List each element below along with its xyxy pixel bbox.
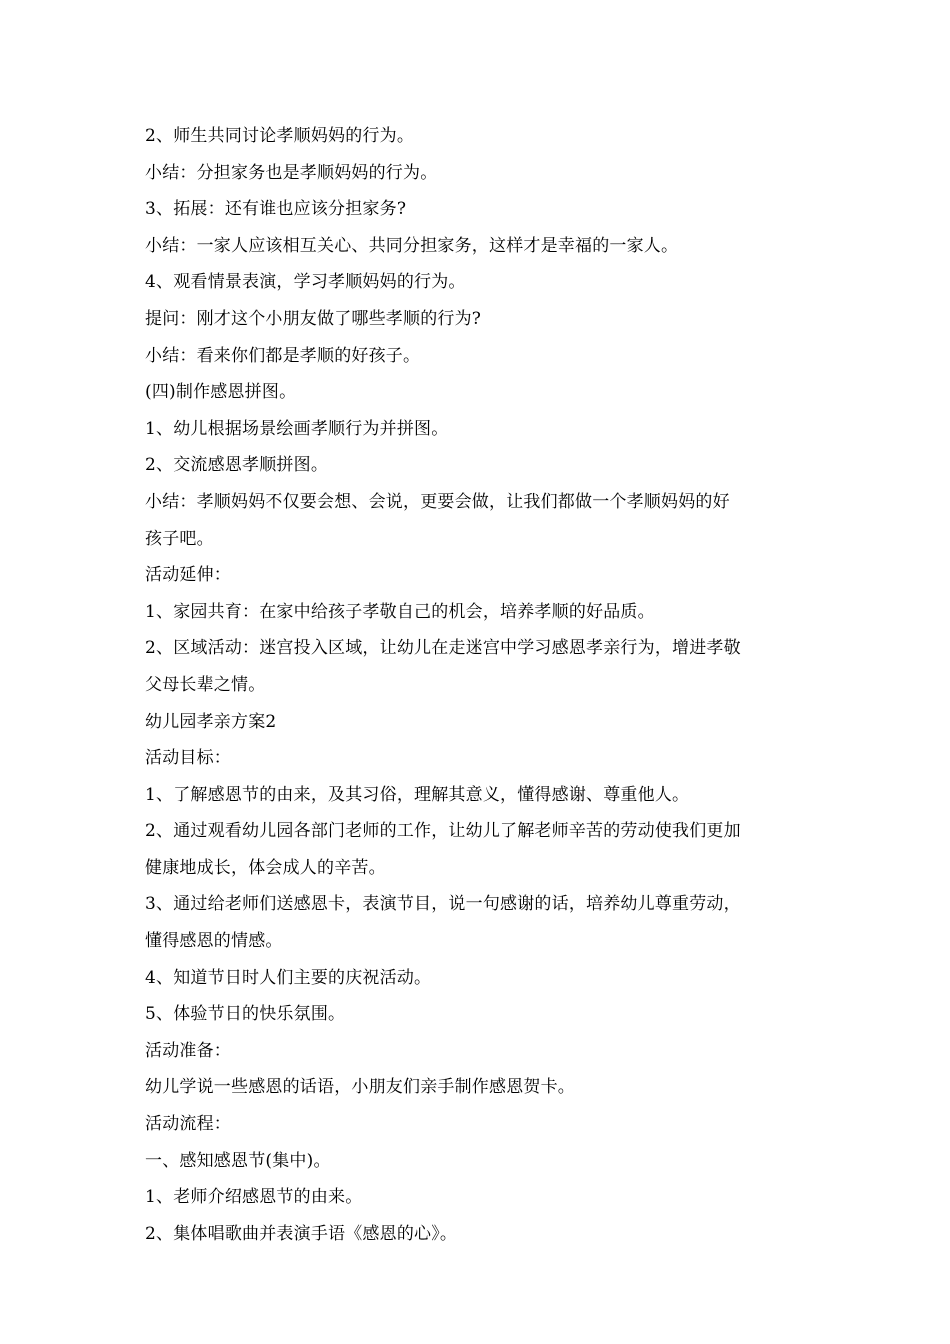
section-heading: 活动目标： — [145, 748, 231, 769]
text-line: 1、家园共育：在家中给孩子孝敬自己的机会，培养孝顺的好品质。 — [145, 601, 655, 622]
text-line: 1、了解感恩节的由来，及其习俗，理解其意义，懂得感谢、尊重他人。 — [145, 784, 690, 805]
text-line: 小结：一家人应该相互关心、共同分担家务，这样才是幸福的一家人。 — [145, 235, 679, 256]
text-line: 5、体验节日的快乐氛围。 — [145, 1004, 346, 1025]
text-line: 2、师生共同讨论孝顺妈妈的行为。 — [145, 126, 415, 146]
text-line: 幼儿学说一些感恩的话语，小朋友们亲手制作感恩贺卡。 — [145, 1077, 575, 1098]
text-line: 小结：分担家务也是孝顺妈妈的行为。 — [145, 162, 438, 183]
text-line: 孩子吧。 — [145, 528, 214, 549]
text-line: 4、知道节日时人们主要的庆祝活动。 — [145, 967, 432, 988]
section-heading: (四)制作感恩拼图。 — [145, 382, 297, 403]
section-heading: 活动流程： — [145, 1114, 231, 1135]
text-line: 小结：孝顺妈妈不仅要会想、会说，更要会做，让我们都做一个孝顺妈妈的好 — [145, 491, 730, 512]
text-line: 健康地成长，体会成人的辛苦。 — [145, 857, 386, 878]
text-line: 1、老师介绍感恩节的由来。 — [145, 1187, 363, 1208]
document-title: 幼儿园孝亲方案2 — [145, 711, 277, 732]
document-body — [145, 118, 810, 1252]
text-line: 2、通过观看幼儿园各部门老师的工作，让幼儿了解老师辛苦的劳动使我们更加 — [145, 821, 741, 842]
text-line: 1、幼儿根据场景绘画孝顺行为并拼图。 — [145, 418, 449, 439]
text-line: 懂得感恩的情感。 — [145, 931, 283, 952]
text-line: 父母长辈之情。 — [145, 674, 266, 695]
text-line: 一、感知感恩节(集中)。 — [145, 1150, 331, 1171]
text-line: 3、通过给老师们送感恩卡，表演节目，说一句感谢的话，培养幼儿尊重劳动， — [145, 894, 741, 915]
text-line: 提问：刚才这个小朋友做了哪些孝顺的行为? — [145, 308, 482, 329]
text-line: 小结：看来你们都是孝顺的好孩子。 — [145, 345, 421, 366]
section-heading: 活动准备： — [145, 1040, 231, 1061]
text-line: 4、观看情景表演，学习孝顺妈妈的行为。 — [145, 272, 466, 293]
text-line: 2、集体唱歌曲并表演手语《感恩的心》。 — [145, 1223, 458, 1244]
text-line: 2、交流感恩孝顺拼图。 — [145, 455, 329, 476]
text-line: 3、拓展：还有谁也应该分担家务? — [145, 199, 407, 220]
section-heading: 活动延伸： — [145, 565, 231, 586]
text-line: 2、区域活动：迷宫投入区域，让幼儿在走迷宫中学习感恩孝亲行为，增进孝敬 — [145, 638, 741, 659]
